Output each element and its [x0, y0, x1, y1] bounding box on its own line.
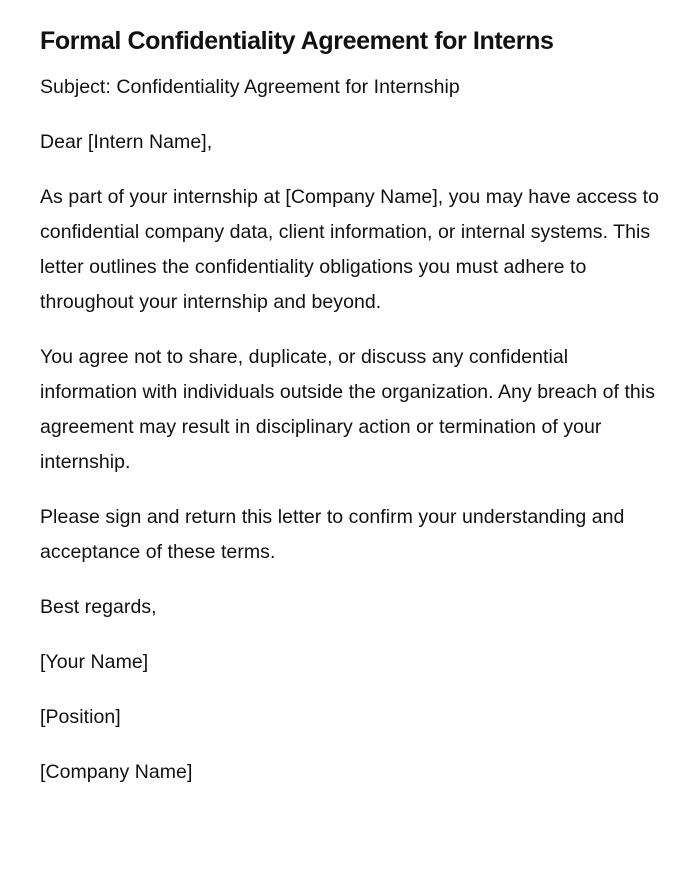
document-title: Formal Confidentiality Agreement for Interns — [40, 27, 554, 55]
salutation: Dear [Intern Name], — [40, 131, 213, 153]
body-paragraph-obligations: You agree not to share, duplicate, or discuss any confidential information with individuals outside the organization. Any breach of this agreement may result in disciplinary action or termination of your internship. — [40, 346, 656, 473]
signature-name: [Your Name] — [40, 651, 149, 673]
signature-position: [Position] — [40, 706, 121, 728]
subject-line: Subject: Confidentiality Agreement for Internship — [40, 76, 460, 98]
signature-company: [Company Name] — [40, 761, 193, 783]
closing: Best regards, — [40, 596, 157, 618]
body-paragraph-sign-request: Please sign and return this letter to confirm your understanding and acceptance of these terms. — [40, 506, 625, 563]
body-paragraph-intro: As part of your internship at [Company Name], you may have access to confidential company data, client information, or internal systems. This letter outlines the confidentiality obligations you must adhere to throughout your internship and beyond. — [40, 186, 660, 313]
